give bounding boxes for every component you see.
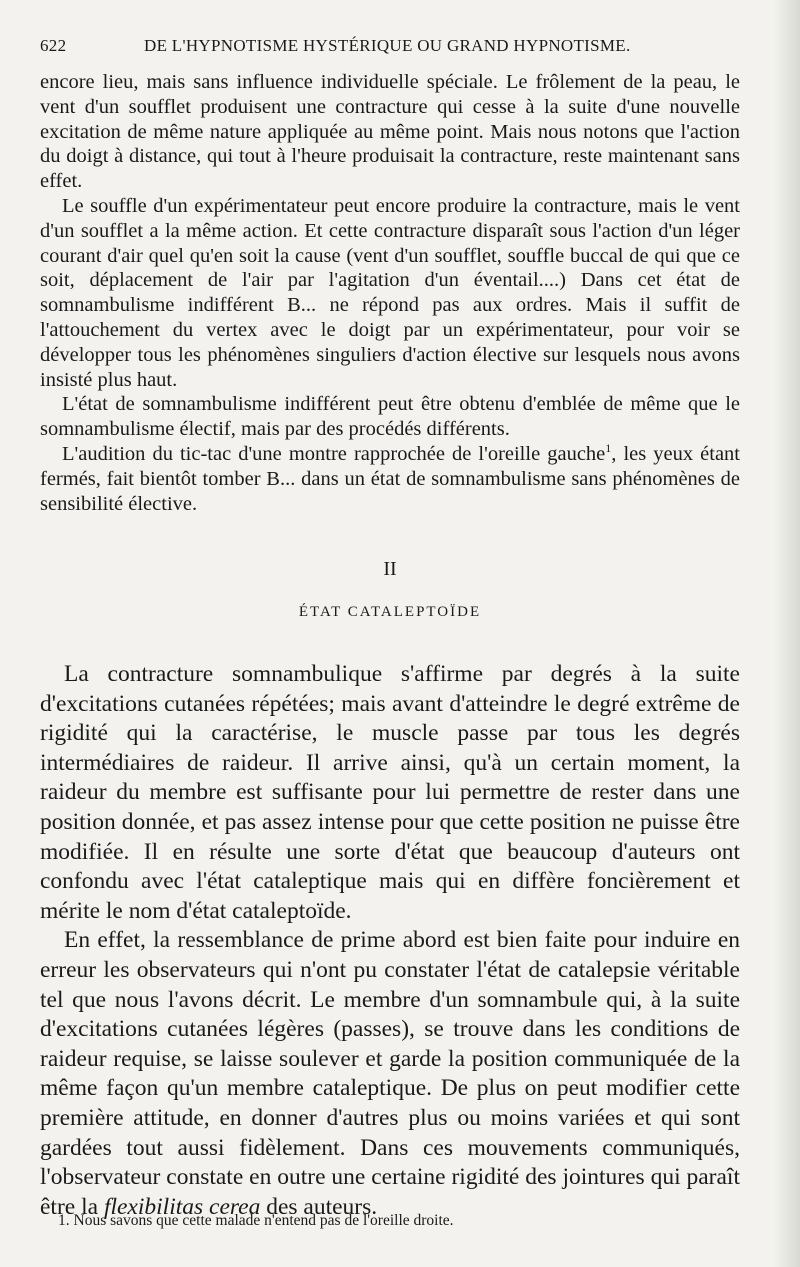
paragraph: Le souffle d'un expérimentateur peut encore produire la contracture, mais le vent d'un soufflet a la même action. Et cette contracture disparaît sous l'action d'un léger courant d'air quel qu'en soit la cause (vent d'un soufflet, souffle buccal de qui que ce soit, déplacement de l'air par l'agitation d'un éventail....) Dans cet état de somnambulisme indifférent B... ne répond pas aux ordres. Mais il suffit de l'attouchement du vertex avec le doigt par un expérimentateur, pour voir se développer tous les phénomènes singuliers d'action élective sur lesquels nous avons insisté plus haut. (40, 194, 740, 391)
paragraph: encore lieu, mais sans influence individuelle spéciale. Le frôlement de la peau, le vent d'un soufflet produisent une contracture qui cesse à la suite d'une nouvelle excitation de même nature appliquée au même point. Mais nous notons que l'action du doigt à distance, qui tout à l'heure produisait la contracture, reste maintenant sans effet. (40, 71, 740, 193)
italic-term: flexibilitas cerea (103, 1193, 261, 1220)
page-edge-shadow (774, 0, 800, 1267)
page-number: 622 (40, 36, 67, 55)
paragraph-text: L'audition du tic-tac d'une montre rapprochée de l'oreille gauche (62, 442, 606, 465)
paragraph-text: , les yeux étant fermés, fait bientôt tomber B... dans un état de somnambulisme sans phénomènes de sensibilité élective. (40, 442, 740, 515)
paragraph: L'état de somnambulisme indifférent peut être obtenu d'emblée de même que le somnambulisme électif, mais par des procédés différents. (40, 393, 740, 441)
footnote-mark: 1 (605, 441, 612, 456)
paragraph (40, 926, 740, 1222)
section-title: ÉTAT CATALEPTOÏDE (298, 604, 482, 620)
paragraph-text: En effet, la ressemblance de prime abord est bien faite pour induire en erreur les observateurs qui n'ont pu constater l'état de catalepsie véritable tel que nous l'avons décrit. Le membre d'un somnambule qui, à la suite d'excitations cutanées légères (passes), se trouve dans les conditions de raideur requise, se laisse soulever et garde la position communiquée de la même façon qu'un membre cataleptique. De plus on peut modifier cette première attitude, en donner d'autres plus ou moins variées et qui sont gardées tout aussi fidèlement. Dans ces mouvements communiqués, l'observateur constate en outre une certaine rigidité des jointures qui paraît être la (40, 927, 740, 1220)
text-block-top (40, 70, 740, 516)
paragraph-text: des auteurs. (260, 1193, 378, 1220)
paragraph (40, 442, 740, 516)
text-block-section (40, 660, 740, 1222)
section-number: II (383, 558, 397, 580)
running-title: DE L'HYPNOTISME HYSTÉRIQUE OU GRAND HYPNOTISME. (144, 36, 631, 55)
footnote: 1. Nous savons que cette malade n'entend pas de l'oreille droite. (58, 1212, 454, 1229)
paragraph: La contracture somnambulique s'affirme par degrés à la suite d'excitations cutanées répétées; mais avant d'atteindre le degré extrême de rigidité qui la caractérise, le muscle passe par tous les degrés intermédiaires de raideur. Il arrive ainsi, qu'à un certain moment, la raideur du membre est suffisante pour lui permettre de rester dans une position donnée, et pas assez intense pour que cette position ne puisse être modifiée. Il en résulte une sorte d'état que beaucoup d'auteurs ont confondu avec l'état cataleptique mais qui en diffère foncièrement et mérite le nom d'état cataleptoïde. (40, 661, 740, 924)
